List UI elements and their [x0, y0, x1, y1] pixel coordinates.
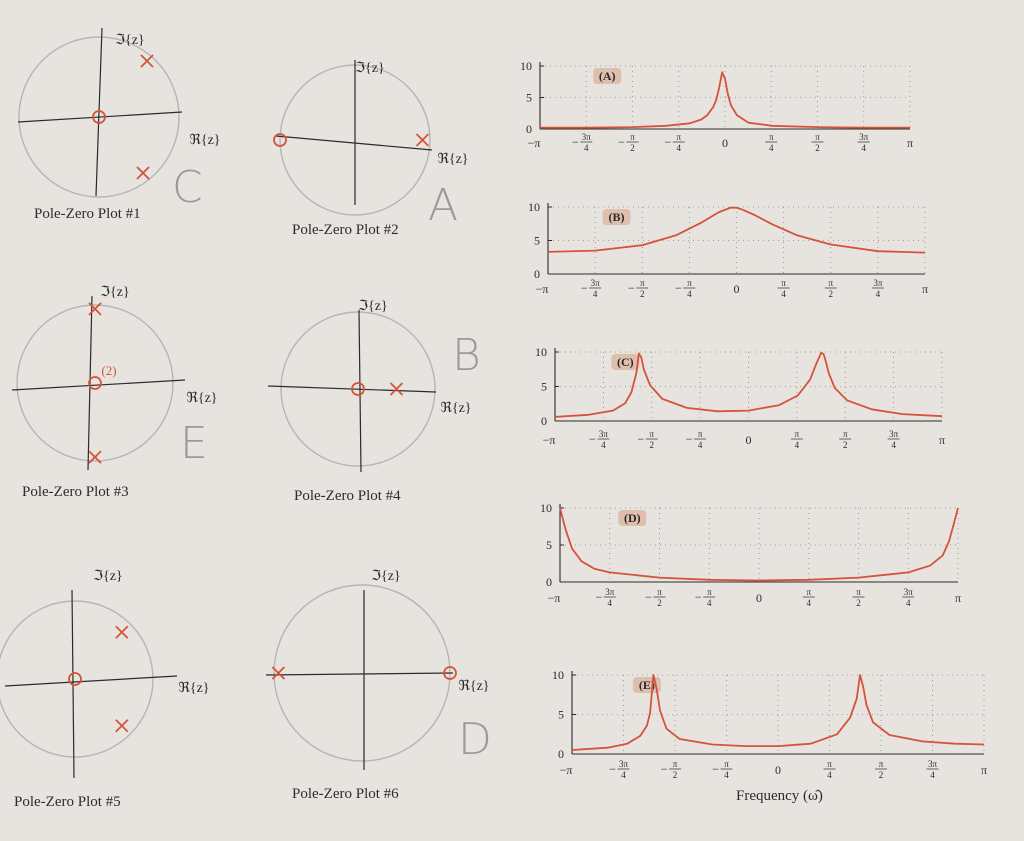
x-axis-label: Frequency (ω̂) [736, 788, 823, 804]
real-axis-label: ℜ{z} [440, 401, 472, 416]
pz-caption-4: Pole-Zero Plot #4 [294, 488, 401, 504]
x-tick-label-text: π [954, 591, 962, 605]
x-tick-label [686, 429, 706, 450]
x-tick-label-text: −π [535, 282, 549, 296]
x-tick-minus: − [627, 281, 635, 295]
x-tick-denominator: 4 [769, 143, 774, 153]
x-tick-denominator: 2 [672, 770, 678, 780]
y-tick-label: 0 [541, 414, 547, 428]
x-tick-label [839, 429, 851, 450]
x-tick-label [675, 278, 695, 299]
x-tick-numerator: π [794, 429, 800, 439]
imag-axis-label: ℑ{z} [100, 285, 130, 300]
x-tick-label [853, 587, 865, 608]
x-tick-minus: − [645, 590, 652, 604]
x-tick-minus: − [664, 135, 672, 149]
x-tick-label [902, 587, 914, 608]
x-tick-numerator: 3π [590, 278, 600, 288]
x-tick-label [824, 759, 836, 780]
pz-caption-5: Pole-Zero Plot #5 [14, 794, 121, 810]
real-axis-label: ℜ{z} [186, 391, 218, 406]
x-tick-denominator: 4 [906, 598, 911, 608]
x-tick-denominator: 2 [630, 143, 635, 153]
y-tick-label: 0 [526, 122, 532, 136]
x-tick-numerator: 3π [873, 278, 883, 288]
x-tick-numerator: π [676, 132, 682, 142]
x-tick-numerator: π [781, 278, 786, 288]
x-tick-minus: − [685, 432, 693, 446]
x-tick-numerator: π [630, 132, 635, 142]
x-tick-numerator: π [815, 132, 820, 142]
x-tick-numerator: 3π [903, 587, 913, 597]
x-tick-numerator: 3π [859, 132, 869, 142]
x-tick-minus: − [580, 281, 588, 295]
pz-caption-2: Pole-Zero Plot #2 [292, 222, 399, 238]
x-tick-minus: − [609, 762, 616, 776]
x-tick-minus: − [618, 135, 625, 149]
x-tick-label [618, 132, 638, 153]
x-tick-label-text: −π [527, 136, 541, 150]
plot-label: (A) [598, 69, 616, 83]
zero-multiplicity-label: (2) [101, 363, 117, 378]
x-tick-numerator: π [768, 132, 774, 142]
x-tick-label [907, 136, 913, 150]
x-tick-label [712, 759, 732, 780]
x-tick-denominator: 4 [707, 598, 712, 608]
imag-axis-label: ℑ{z} [115, 33, 145, 48]
x-tick-denominator: 4 [781, 289, 786, 299]
x-tick-label [927, 759, 939, 780]
x-tick-denominator: 4 [584, 143, 589, 153]
x-tick-label [589, 429, 609, 450]
x-tick-label [888, 429, 900, 450]
x-tick-numerator: 3π [581, 132, 591, 142]
x-tick-label [572, 132, 592, 153]
x-tick-label-text: 0 [756, 591, 762, 605]
plot-label: (C) [616, 355, 634, 369]
x-tick-label [812, 132, 824, 153]
x-tick-label [628, 278, 648, 299]
x-tick-denominator: 4 [621, 770, 626, 780]
x-tick-label-text: −π [542, 433, 556, 447]
x-tick-denominator: 2 [649, 440, 654, 450]
x-tick-denominator: 4 [827, 770, 832, 780]
y-tick-label: 10 [528, 200, 540, 214]
x-tick-label [872, 278, 884, 299]
freq-response-3 [535, 345, 945, 450]
x-tick-denominator: 2 [828, 289, 833, 299]
x-tick-minus: − [694, 590, 702, 604]
x-tick-label-text: 0 [775, 763, 781, 777]
x-tick-numerator: 3π [889, 429, 899, 439]
freq-response-1 [520, 59, 913, 153]
x-tick-label [536, 282, 549, 296]
x-tick-denominator: 4 [930, 770, 935, 780]
y-tick-label: 5 [541, 379, 547, 394]
y-tick-label: 10 [520, 59, 532, 73]
x-tick-label [778, 278, 790, 299]
imag-axis-label: ℑ{z} [355, 61, 385, 76]
x-tick-label [548, 591, 561, 605]
x-tick-minus: − [712, 762, 719, 776]
x-tick-numerator: 3π [598, 429, 608, 439]
x-tick-numerator: π [697, 429, 703, 439]
y-tick-label: 10 [535, 345, 547, 359]
handwritten-answer-c: C [172, 162, 203, 213]
plot-label: (E) [638, 678, 655, 692]
x-tick-label-text: −π [547, 591, 561, 605]
x-tick-label [746, 433, 752, 447]
handwritten-answer-d: D [458, 714, 492, 765]
x-tick-denominator: 2 [878, 770, 884, 780]
pz-caption-1: Pole-Zero Plot #1 [34, 206, 141, 222]
x-tick-denominator: 2 [815, 143, 820, 153]
pz-caption-3: Pole-Zero Plot #3 [22, 484, 129, 500]
y-tick-label: 5 [526, 90, 532, 105]
x-tick-numerator: π [878, 759, 884, 769]
x-tick-denominator: 4 [607, 598, 612, 608]
x-tick-label [661, 759, 681, 780]
handwritten-answer-b: B [452, 330, 481, 381]
x-tick-minus: − [588, 432, 596, 446]
real-axis-label: ℜ{z} [458, 679, 490, 694]
y-tick-label: 0 [558, 747, 564, 761]
x-tick-minus: − [571, 135, 579, 149]
x-tick-label [922, 282, 928, 296]
x-tick-numerator: π [687, 278, 692, 288]
y-tick-label: 5 [534, 233, 540, 248]
handwritten-answer-a: A [428, 180, 459, 231]
x-tick-numerator: π [827, 759, 832, 769]
x-tick-label [825, 278, 837, 299]
x-tick-denominator: 4 [687, 289, 692, 299]
x-tick-label [803, 587, 815, 608]
plot-label: (B) [608, 210, 625, 224]
real-axis-label: ℜ{z} [437, 152, 469, 167]
x-tick-denominator: 4 [861, 143, 866, 153]
x-tick-numerator: 3π [927, 759, 938, 769]
x-tick-label-text: 0 [745, 433, 752, 447]
x-tick-numerator: π [724, 759, 729, 769]
x-tick-numerator: π [828, 278, 834, 288]
x-tick-denominator: 2 [640, 289, 645, 299]
y-tick-label: 0 [546, 575, 552, 589]
x-tick-label [543, 433, 556, 447]
x-tick-numerator: 3π [605, 587, 615, 597]
x-tick-label-text: 0 [733, 282, 740, 296]
x-tick-label [775, 763, 781, 777]
x-tick-label-text: π [938, 433, 946, 447]
y-tick-label: 10 [552, 668, 564, 682]
x-tick-label [939, 433, 945, 447]
x-tick-numerator: π [639, 278, 645, 288]
x-tick-label [981, 763, 987, 777]
x-tick-minus: − [660, 762, 668, 776]
x-tick-denominator: 4 [724, 770, 729, 780]
x-tick-denominator: 2 [843, 440, 848, 450]
x-tick-label [581, 278, 601, 299]
y-tick-label: 0 [534, 267, 540, 281]
x-tick-denominator: 4 [875, 289, 881, 299]
x-tick-minus: − [637, 432, 645, 446]
freq-response-5 [552, 668, 987, 780]
x-tick-minus: − [674, 281, 682, 295]
x-tick-label [765, 132, 777, 153]
handwritten-answer-e: E [180, 418, 208, 469]
x-tick-label-text: 0 [722, 136, 728, 150]
x-tick-numerator: π [806, 587, 812, 597]
freq-response-4 [540, 501, 961, 608]
x-tick-numerator: π [706, 587, 712, 597]
x-tick-label [734, 282, 740, 296]
x-tick-label [528, 136, 541, 150]
x-tick-label [560, 763, 573, 777]
x-tick-label-text: −π [559, 763, 573, 777]
y-tick-label: 5 [558, 707, 564, 722]
x-tick-denominator: 4 [794, 440, 800, 450]
pz-caption-6: Pole-Zero Plot #6 [292, 786, 399, 802]
x-tick-label [756, 591, 762, 605]
x-tick-label-text: π [906, 136, 914, 150]
x-tick-label [609, 759, 629, 780]
x-tick-denominator: 4 [891, 440, 896, 450]
x-tick-numerator: π [842, 429, 848, 439]
x-tick-minus: − [595, 590, 603, 604]
x-tick-label [695, 587, 715, 608]
imag-axis-label: ℑ{z} [358, 299, 388, 314]
x-tick-label-text: π [980, 763, 988, 777]
x-tick-label [955, 591, 961, 605]
freq-response-2 [528, 200, 928, 299]
x-tick-numerator: π [856, 587, 861, 597]
x-tick-label [722, 136, 728, 150]
x-tick-label [791, 429, 803, 450]
x-tick-label [875, 759, 887, 780]
x-tick-denominator: 4 [697, 440, 703, 450]
x-tick-numerator: π [649, 429, 655, 439]
real-axis-label: ℜ{z} [189, 133, 221, 148]
x-tick-denominator: 4 [806, 598, 811, 608]
imag-axis-label: ℑ{z} [93, 569, 123, 584]
plot-label: (D) [623, 511, 641, 525]
x-tick-denominator: 4 [592, 289, 598, 299]
x-tick-label [858, 132, 870, 153]
x-tick-denominator: 2 [657, 598, 662, 608]
x-tick-denominator: 4 [601, 440, 606, 450]
x-tick-numerator: π [657, 587, 662, 597]
real-axis-label: ℜ{z} [178, 681, 210, 696]
y-tick-label: 10 [540, 501, 552, 515]
x-tick-denominator: 2 [856, 598, 861, 608]
x-tick-label [595, 587, 615, 608]
y-tick-label: 5 [546, 538, 552, 552]
x-tick-label [664, 132, 684, 153]
x-tick-label-text: π [921, 282, 929, 296]
x-tick-label [637, 429, 657, 450]
x-tick-denominator: 4 [676, 143, 681, 153]
x-tick-numerator: 3π [618, 759, 629, 769]
x-tick-label [645, 587, 665, 608]
x-tick-numerator: π [672, 759, 678, 769]
imag-axis-label: ℑ{z} [371, 569, 401, 584]
